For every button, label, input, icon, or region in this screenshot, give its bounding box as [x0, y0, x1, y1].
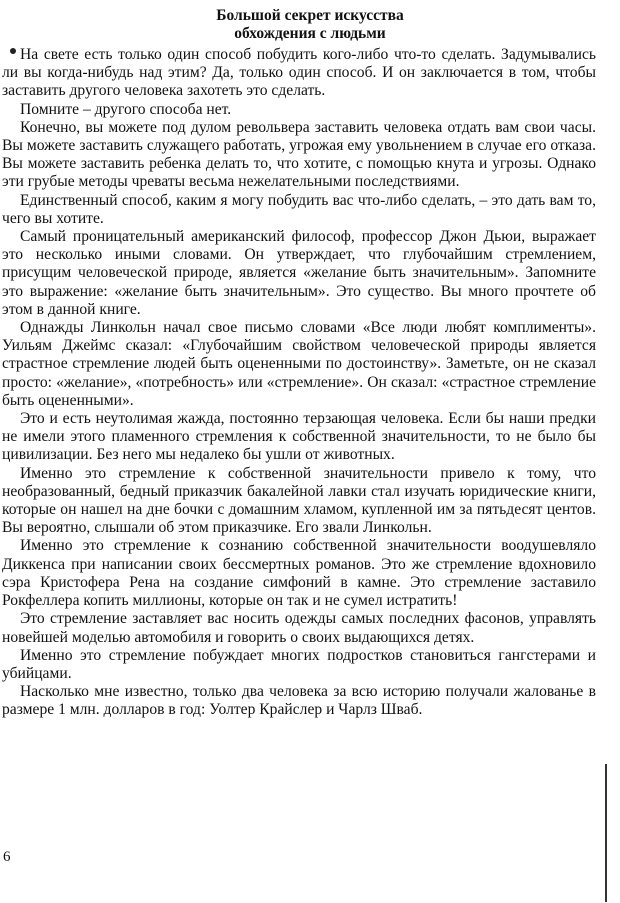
paragraph: Это стремление заставляет вас носить одежды самых последних фасонов, управлять новейшей моделью автомобиля и говорить о своих выдающихся детях.: [2, 610, 596, 646]
body-text: [2, 46, 596, 720]
paragraph: Однажды Линкольн начал свое письмо словами «Все люди любят комплименты». Уильям Джеймс сказал: «Глубочайшим свойством человеческой природы является страстное стремление людей быть оцененными по достоинству». Заметьте, он не сказал просто: «желание», «потребность» или «стремление». Он сказал: «страстное стремление быть оцененными».: [2, 319, 596, 409]
chapter-title-line-1: Большой секрет искусства: [216, 7, 404, 24]
paragraph: Помните – другого способа нет.: [20, 100, 232, 118]
paragraph: Конечно, вы можете под дулом револьвера заставить человека отдать вам свои часы. Вы можете заставить служащего работать, угрожая ему увольнением в случае его отказа. Вы можете заставить ребенка делать то, что хотите, с помощью кнута и угрозы. Однако эти грубые методы чреваты весьма нежелательными последствиями.: [2, 118, 596, 191]
paragraph: Единственный способ, каким я могу побудить вас что-либо сделать, – это дать вам то, чего вы хотите.: [2, 191, 596, 227]
paragraph: Именно это стремление к сознанию собственной значительности воодушевляло Диккенса при написании своих бессмертных романов. Это же стремление вдохновило сэра Кристофера Рена на создание симфоний в камне. Это стремление заставило Рокфеллера копить миллионы, которые он так и не сумел истратить!: [2, 537, 596, 610]
paragraph: Именно это стремление побуждает многих подростков становиться гангстерами и убийцами.: [2, 646, 596, 682]
paragraph: Самый проницательный американский философ, профессор Джон Дьюи, выражает это несколько иными словами. Он утверждает, что глубочайшим стремлением, присущим человеческой природе, является «желание быть значительным». Запомните это выражение: «желание быть значительным». Это существо. Вы много прочтете об этом в данной книге.: [2, 228, 596, 318]
page-number: 6: [3, 849, 11, 865]
chapter-title: [0, 7, 620, 43]
scan-edge-line: [605, 764, 607, 902]
chapter-title-line-2: обхождения с людьми: [234, 25, 386, 42]
paragraph: Насколько мне известно, только два человека за всю историю получали жалованье в размере 1 млн. долларов в год: Уолтер Крайслер и Чарлз Шваб.: [2, 683, 596, 719]
paragraph: На свете есть только один способ побудить кого-либо что-то сделать. Задумывались ли вы когда-нибудь над этим? Да, только один способ. И он заключается в том, чтобы заставить другого человека захотеть это сделать.: [2, 46, 596, 100]
paragraph: Именно это стремление к собственной значительности привело к тому, что необразованный, бедный приказчик бакалейной лавки стал изучать юридические книги, которые он нашел на дне бочки с домашним хламом, купленной им за пятьдесят центов. Вы вероятно, слышали об этом приказчике. Его звали Линкольн.: [2, 464, 596, 537]
paragraph: Это и есть неутолимая жажда, постоянно терзающая человека. Если бы наши предки не имели этого пламенного стремления к собственной значительности, то не было бы цивилизации. Без него мы недалеко бы ушли от животных.: [2, 410, 596, 464]
